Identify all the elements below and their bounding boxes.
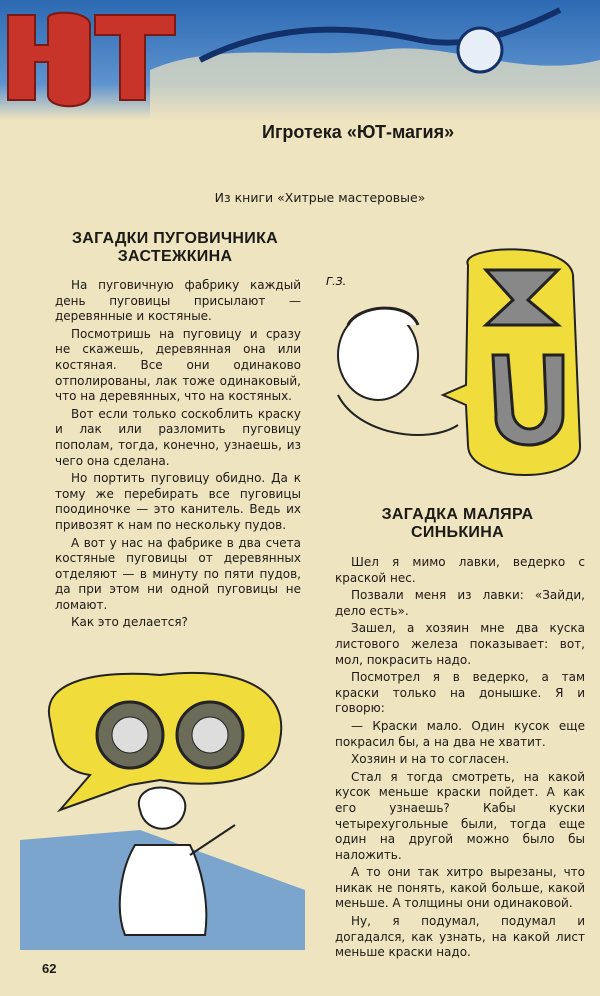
heading-line: ЗАГАДКА МАЛЯРА [381,506,534,523]
heading-line: СИНЬКИНА [411,524,504,541]
paragraph: Шел я мимо лавки, ведерко с краской нес. [335,555,585,585]
book-subtitle: Из книги «Хитрые мастеровые» [214,190,426,205]
article1-body [55,278,301,633]
paragraph: Посмотрел я в ведерко, а там краски только на донышке. Я и говорю: [335,670,585,716]
artist-signature: Г.З. [326,275,347,288]
paragraph: Зашел, а хозяин мне два куска листового железа показывает: вот, мол, покрасить надо. [335,621,585,667]
paragraph: Стал я тогда смотреть, на какой кусок меньше краски пойдет. А как его узнаешь? Кабы куски четырехугольные были, тогда еще один на другой можно было бы наложить. [335,769,585,862]
paragraph: Ну, я подумал, подумал и догадался, как узнать, на какой лист меньше краски надо. [335,914,585,960]
article2-body [335,555,585,963]
paragraph: Вот если только соскоблить краску и лак или разломить пуговицу пополам, тогда, конечно, узнаешь, из чего она сделана. [55,406,301,468]
paragraph: Хозяин и на то согласен. [351,752,510,767]
article1-heading [45,230,305,266]
heading-line: ЗАГАДКИ ПУГОВИЧНИКА [71,230,279,247]
paragraph: Позвали меня из лавки: «Зайди, дело есть». [335,588,585,618]
paragraph: Посмотришь на пуговицу и сразу не скажешь, деревянная она или костяная. Все они одинаково отполированы, лак тоже одинаковый, что на деревянных, что на костяных. [55,326,301,404]
paragraph: На пуговичную фабрику каждый день пуговицы присылают — деревянные и костяные. [55,278,301,324]
button-maker-illustration [20,660,305,950]
painter-illustration [318,245,593,490]
paragraph: Как это делается? [71,615,188,630]
heading-line: ЗАСТЕЖКИНА [117,248,233,265]
paragraph: — Краски мало. Один кусок еще покрасил бы, а на два не хватит. [335,718,585,749]
paragraph: А вот у нас на фабрике в два счета костяные пуговицы от деревянных отделяют — в минуту по пяти пудов, да при этом ни одной пуговицы не ломают. [55,535,301,612]
paragraph: А то они так хитро вырезаны, что никак не понять, какой больше, какой меньше. А толщины они одинаковой. [335,865,585,911]
section-title: Игротека «ЮТ-магия» [262,122,455,142]
page-number: 62 [42,961,57,976]
header-banner-illustration [0,0,600,120]
article2-heading [330,506,585,542]
paragraph: Но портить пуговицу обидно. Да к тому же перебирать все пуговицы поодиночке — это канитель. Ведь их привозят к нам по нескольку пудов. [55,471,301,532]
